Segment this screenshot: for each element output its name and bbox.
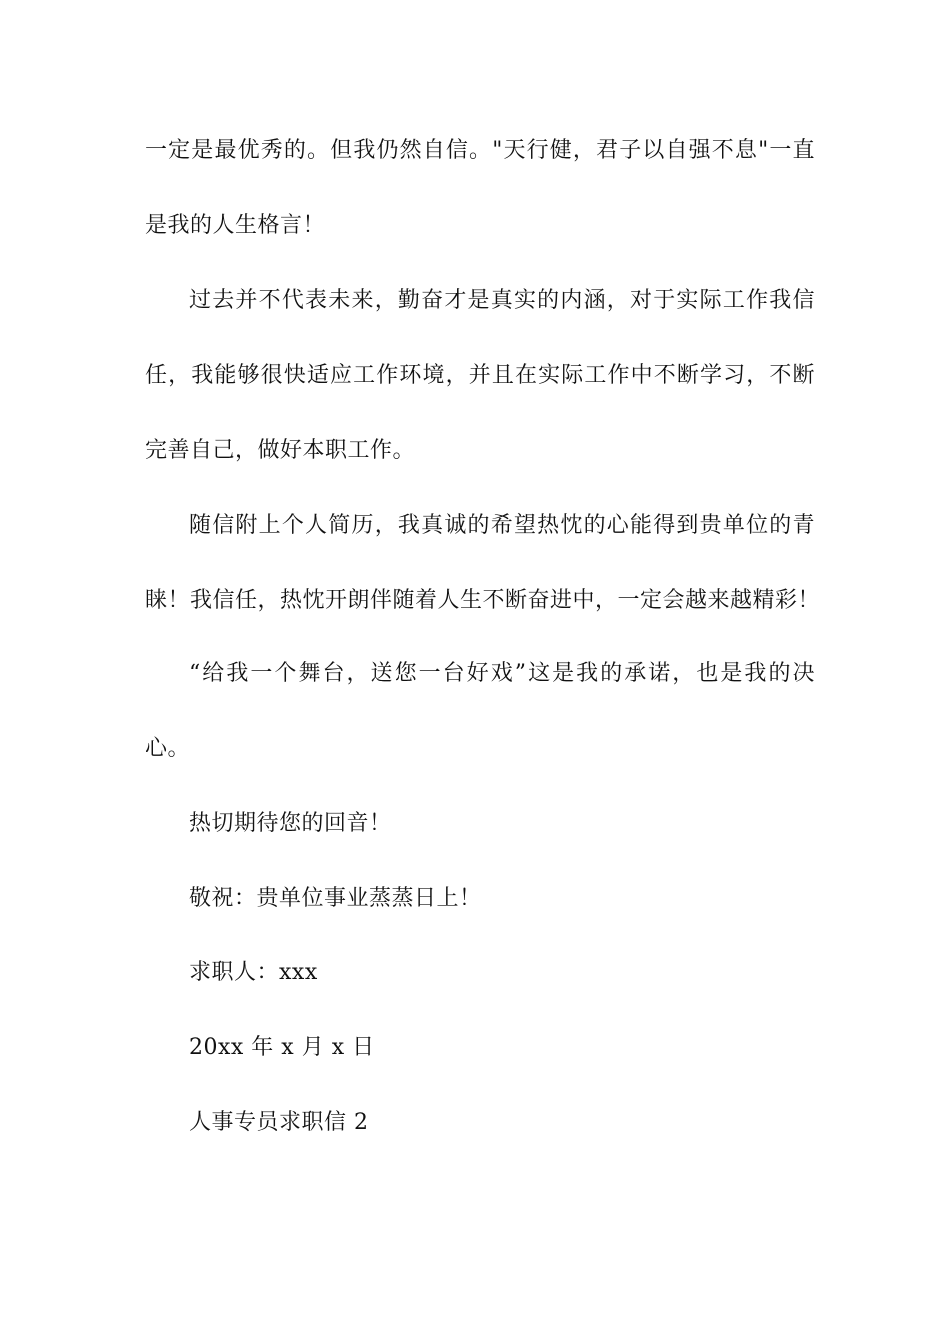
section-heading: 人事专员求职信 2 <box>189 1110 369 1135</box>
paragraph-line: 睐！我信任，热忱开朗伴随着人生不断奋进中，一定会越来越精彩！ <box>145 588 821 613</box>
paragraph-line: 过去并不代表未来，勤奋才是真实的内涵，对于实际工作我信 <box>189 288 815 313</box>
paragraph-line: 一定是最优秀的。但我仍然自信。"天行健，君子以自强不息"一直 <box>145 138 815 163</box>
paragraph-line: “给我一个舞台，送您一台好戏”这是我的承诺，也是我的决 <box>189 661 815 686</box>
paragraph-line: 随信附上个人简历，我真诚的希望热忱的心能得到贵单位的青 <box>189 513 815 538</box>
closing-line: 热切期待您的回音！ <box>189 811 392 836</box>
paragraph-line: 是我的人生格言！ <box>145 213 326 238</box>
paragraph-line: 心。 <box>145 736 191 761</box>
paragraph-line: 完善自己，做好本职工作。 <box>145 438 416 463</box>
signature-line: 求职人：xxx <box>189 960 318 985</box>
greeting-line: 敬祝：贵单位事业蒸蒸日上！ <box>189 886 482 911</box>
date-line: 20xx 年 x 月 x 日 <box>189 1035 375 1060</box>
paragraph-line: 任，我能够很快适应工作环境，并且在实际工作中不断学习，不断 <box>145 363 815 388</box>
